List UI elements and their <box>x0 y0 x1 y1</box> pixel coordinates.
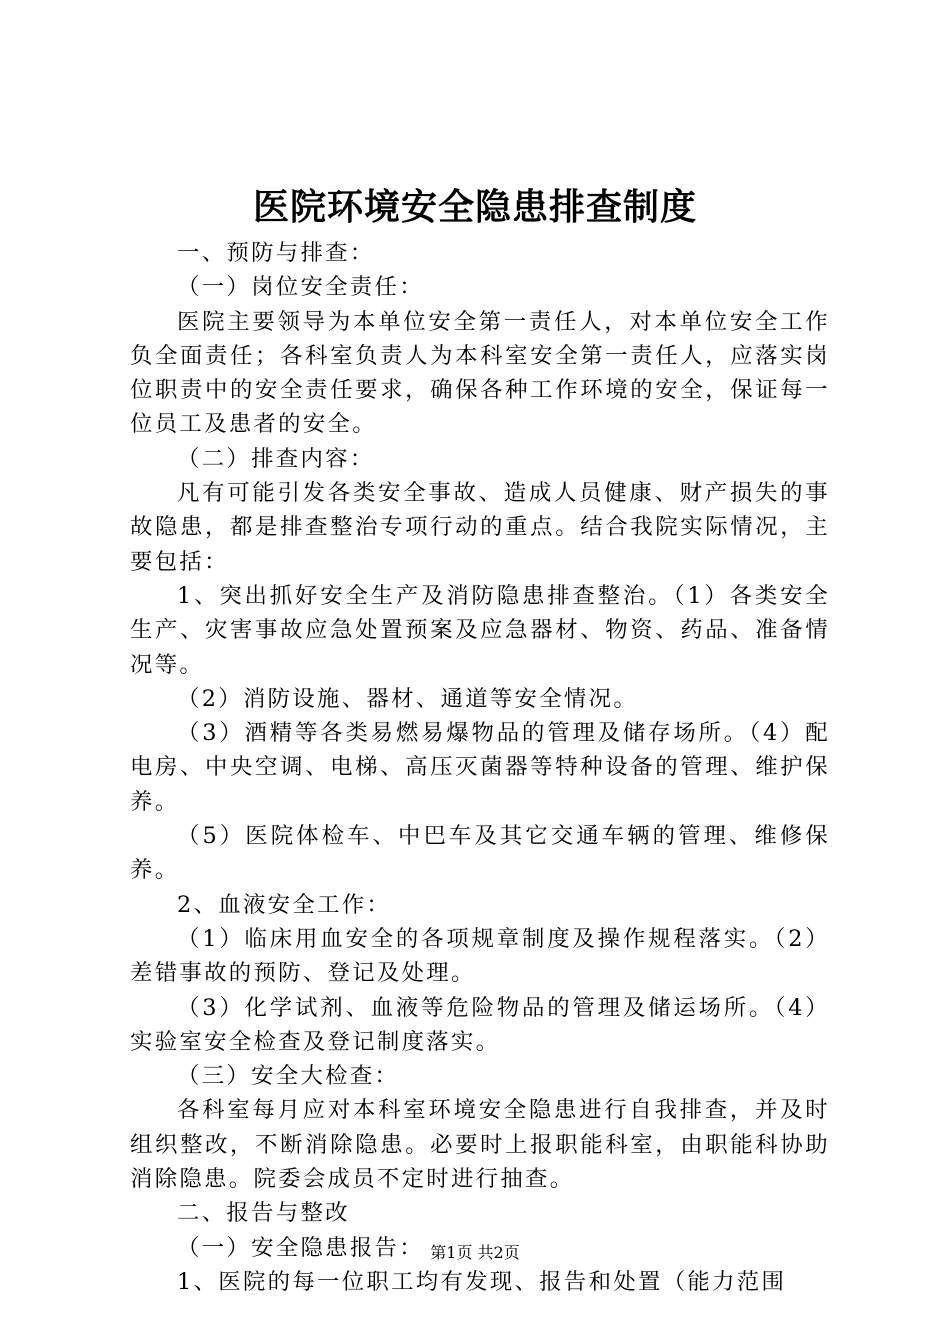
body-paragraph: 医院主要领导为本单位安全第一责任人，对本单位安全工作负全面责任；各科室负责人为本科室安全第一责任人，应落实岗位职责中的安全责任要求，确保各种工作环境的安全，保证每一位员工及患者的安全。 <box>130 308 830 438</box>
section-heading: 一、预防与排查： <box>177 240 375 266</box>
subsection-heading: （二）排查内容： <box>177 445 375 472</box>
body-paragraph: 1、突出抓好安全生产及消防隐患排查整治。（1）各类安全生产、灾害事故应急处置预案及应急器材、物资、药品、准备情况等。 <box>130 582 830 678</box>
subsection-heading: （三）安全大检查： <box>177 1063 400 1090</box>
body-paragraph: （1）临床用血安全的各项规章制度及操作规程落实。（2）差错事故的预防、登记及处理。 <box>130 925 830 987</box>
body-paragraph: （5）医院体检车、中巴车及其它交通车辆的管理、维修保养。 <box>130 823 830 884</box>
subsection-heading: （一）岗位安全责任： <box>177 274 424 301</box>
document-title: 医院环境安全隐患排查制度 <box>252 187 697 228</box>
section-heading: 二、报告与整改 <box>177 1200 350 1227</box>
body-paragraph: 1、医院的每一位职工均有发现、报告和处置（能力范围 <box>177 1268 787 1295</box>
body-paragraph: （2）消防设施、器材、通道等安全情况。 <box>177 685 639 712</box>
page-number: 第1页 共2页 <box>430 1243 520 1262</box>
item-heading: 2、血液安全工作： <box>177 891 392 918</box>
document-body <box>130 236 830 1299</box>
body-paragraph: 各科室每月应对本科室环境安全隐患进行自我排查，并及时组织整改，不断消除隐患。必要时上报职能科室，由职能科协助消除隐患。院委会成员不定时进行抽查。 <box>130 1097 830 1193</box>
body-paragraph: （3）酒精等各类易燃易爆物品的管理及储存场所。（4）配电房、中央空调、电梯、高压灭菌器等特种设备的管理、维护保养。 <box>130 720 830 815</box>
body-paragraph: 凡有可能引发各类安全事故、造成人员健康、财产损失的事故隐患，都是排查整治专项行动的重点。结合我院实际情况，主要包括： <box>130 480 830 575</box>
subsection-heading: （一）安全隐患报告： <box>177 1234 424 1261</box>
body-paragraph: （3）化学试剂、血液等危险物品的管理及储运场所。（4）实验室安全检查及登记制度落实。 <box>130 994 830 1055</box>
